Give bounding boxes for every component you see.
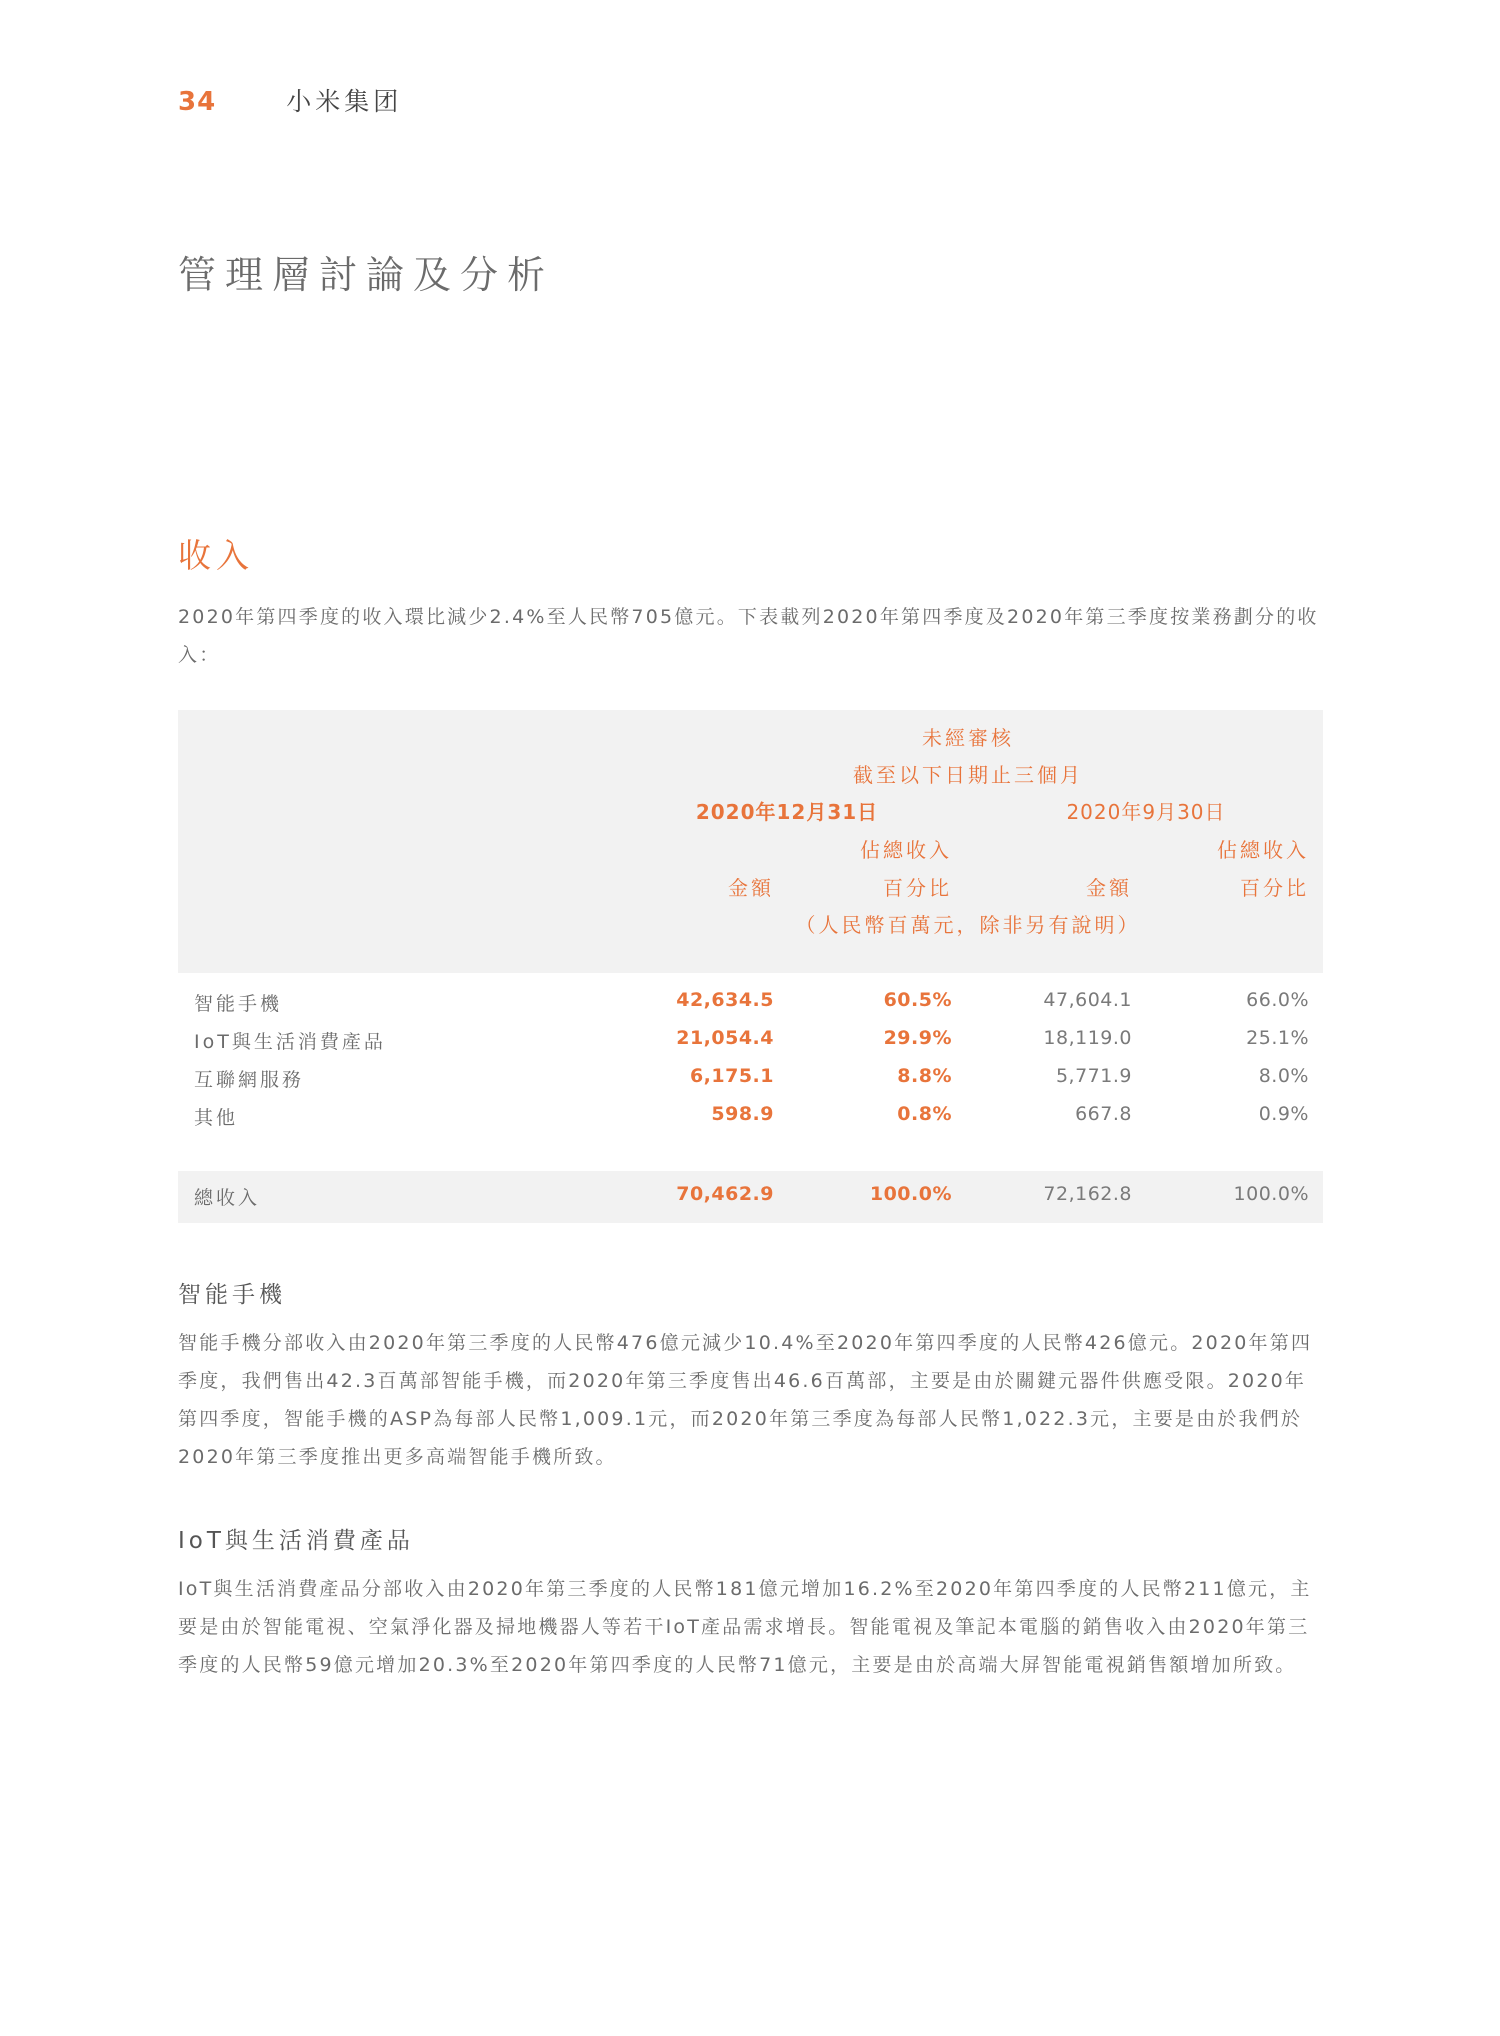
amount-current: 598.9 — [711, 1103, 774, 1125]
amount-current: 21,054.4 — [676, 1027, 774, 1049]
revenue-intro: 2020年第四季度的收入環比減少2.4%至人民幣705億元。下表載列2020年第四季度及2020年第三季度按業務劃分的收入： — [178, 606, 1319, 666]
col-pct-current-line1: 佔總收入 — [860, 838, 952, 862]
table-row — [178, 1019, 1323, 1057]
col-pct-prior-line1: 佔總收入 — [1217, 838, 1309, 862]
col-pct-current-line2: 百分比 — [883, 876, 952, 900]
pct-current: 8.8% — [897, 1065, 952, 1087]
row-label: 互聯網服務 — [194, 1069, 305, 1091]
iot-body: IoT與生活消費產品分部收入由2020年第三季度的人民幣181億元增加16.2%至2020年第四季度的人民幣211億元，主要是由於智能電視、空氣淨化器及掃地機器人等若干IoT產品需求增長。智能電視及筆記本電腦的銷售收入由2020年第三季度的人民幣59億元增加20.3%至2020年第四季度的人民幣71億元，主要是由於高端大屏智能電視銷售額增加所致。 — [178, 1578, 1312, 1676]
revenue-table — [178, 710, 1323, 1223]
document-title: 管理層討論及分析 — [178, 253, 555, 297]
amount-prior: 47,604.1 — [1043, 989, 1132, 1011]
row-label: IoT與生活消費產品 — [194, 1031, 386, 1053]
pct-prior: 25.1% — [1246, 1027, 1309, 1049]
unit-note: （人民幣百萬元，除非另有說明） — [795, 913, 1141, 937]
iot-heading: IoT與生活消費產品 — [178, 1528, 414, 1554]
col-amount-current: 金額 — [728, 876, 774, 900]
amount-prior: 5,771.9 — [1055, 1065, 1132, 1087]
pct-prior: 8.0% — [1258, 1065, 1309, 1087]
total-amount-current: 70,462.9 — [676, 1183, 774, 1205]
total-label: 總收入 — [194, 1187, 261, 1209]
amount-current: 42,634.5 — [676, 989, 774, 1011]
table-row — [178, 1095, 1323, 1133]
row-label: 其他 — [194, 1107, 239, 1129]
col-period-current: 2020年12月31日 — [695, 800, 879, 824]
header-period: 截至以下日期止三個月 — [853, 763, 1083, 787]
table-body — [178, 973, 1323, 1223]
amount-prior: 667.8 — [1075, 1103, 1132, 1125]
table-total-row — [178, 1171, 1323, 1223]
header-unaudited: 未經審核 — [922, 726, 1014, 750]
amount-prior: 18,119.0 — [1043, 1027, 1132, 1049]
total-pct-prior: 100.0% — [1233, 1183, 1309, 1205]
row-label: 智能手機 — [194, 993, 283, 1015]
table-row — [178, 981, 1323, 1019]
total-pct-current: 100.0% — [869, 1183, 952, 1205]
revenue-section-title: 收入 — [178, 536, 254, 575]
col-amount-prior: 金額 — [1086, 876, 1132, 900]
table-header — [178, 710, 1323, 973]
amount-current: 6,175.1 — [689, 1065, 774, 1087]
page-header — [178, 82, 402, 118]
company-name: 小米集团 — [286, 87, 403, 116]
pct-current: 0.8% — [897, 1103, 952, 1125]
smartphones-body: 智能手機分部收入由2020年第三季度的人民幣476億元減少10.4%至2020年第四季度的人民幣426億元。2020年第四季度，我們售出42.3百萬部智能手機，而2020年第三季度售出46.6百萬部，主要是由於關鍵元器件供應受限。2020年第四季度，智能手機的ASP為每部人民幣1,009.1元，而2020年第三季度為每部人民幣1,022.3元，主要是由於我們於2020年第三季度推出更多高端智能手機所致。 — [178, 1332, 1313, 1468]
pct-prior: 0.9% — [1258, 1103, 1309, 1125]
pct-current: 60.5% — [883, 989, 952, 1011]
pct-prior: 66.0% — [1246, 989, 1309, 1011]
total-amount-prior: 72,162.8 — [1043, 1183, 1132, 1205]
table-row — [178, 1057, 1323, 1095]
page-number: 34 — [178, 87, 217, 117]
col-period-prior: 2020年9月30日 — [1066, 800, 1226, 824]
pct-current: 29.9% — [883, 1027, 952, 1049]
smartphones-heading: 智能手機 — [178, 1282, 286, 1308]
col-pct-prior-line2: 百分比 — [1240, 876, 1309, 900]
